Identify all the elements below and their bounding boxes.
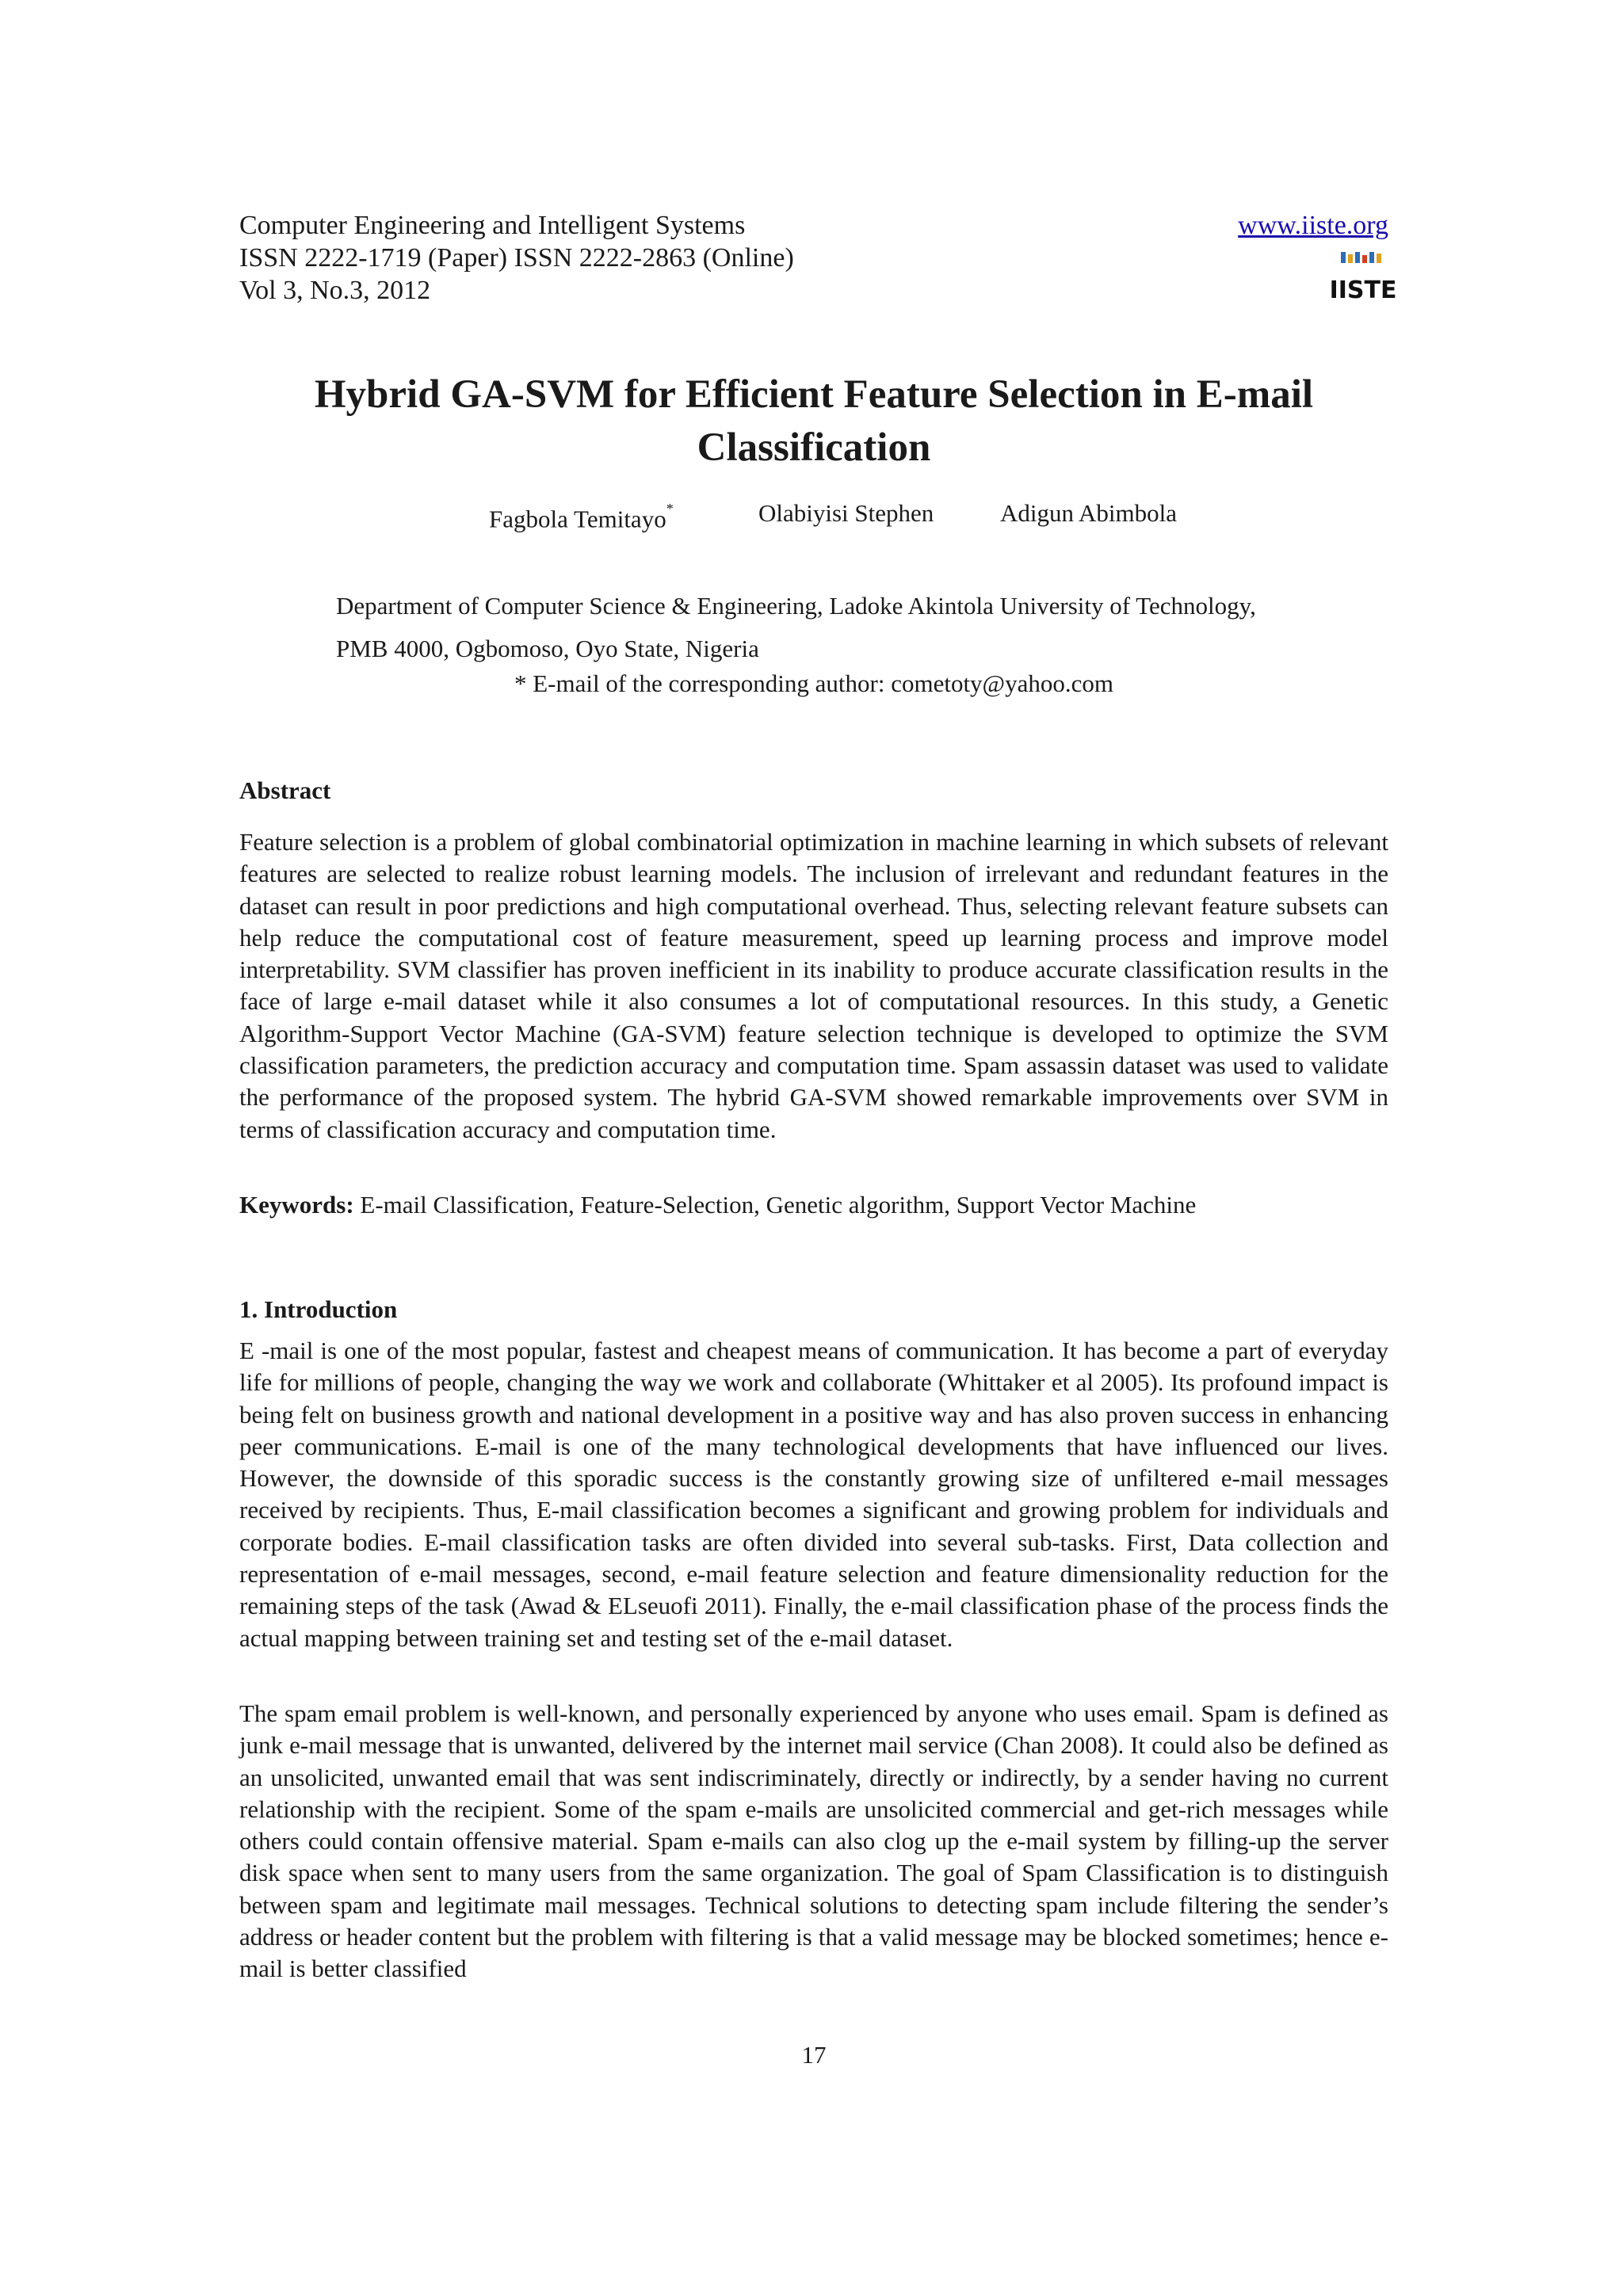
introduction-paragraph-1 (239, 1335, 1388, 1654)
abstract-heading: Abstract (239, 776, 331, 804)
author-2: Olabiyisi Stephen (758, 499, 934, 527)
intro-p2-text: The spam email problem is well-known, and personally experienced by anyone who uses email. Spam is defined as junk e-mail message that is unwanted, delivered by the internet mail service (Chan 2008). It could also be defined as an unsolicited, unwanted email that was sent indiscriminately, directly or indirectly, by a sender having no current relationship with the recipient. Some of the spam e-mails are unsolicited commercial and get-rich messages while others could contain offensive material. Spam e-mails can also clog up the e-mail system by filling-up the server disk space when sent to many users from the same organization. The goal of Spam Classification is to distinguish between spam and legitimate mail messages. Technical solutions to detecting spam include filtering the sender’s address or header content but the problem with filtering is that a valid message may be blocked sometimes; hence e-mail is better classified (239, 1699, 1388, 1983)
intro-p1-text: E -mail is one of the most popular, fastest and cheapest means of communication. It has become a part of everyday life for millions of people, changing the way we work and collaborate (Whittaker et al 2005). Its profound impact is being felt on business growth and national development in a positive way and has also proven success in enhancing peer communications. E-mail is one of the many technological developments that have influenced our lives. However, the downside of this sporadic success is the constantly growing size of unfiltered e-mail messages received by recipients. Thus, E-mail classification becomes a significant and growing problem for individuals and corporate bodies. E-mail classification tasks are often divided into several sub-tasks. First, Data collection and representation of e-mail messages, second, e-mail feature selection and feature dimensionality reduction for the remaining steps of the task (Awad & ELseuofi 2011). Finally, the e-mail classification phase of the process finds the actual mapping between training set and testing set of the e-mail dataset. (239, 1337, 1388, 1652)
abstract-body (239, 826, 1388, 1146)
journal-title: Computer Engineering and Intelligent Systems (239, 211, 746, 240)
corresponding-email: * E-mail of the corresponding author: cometoty@yahoo.com (514, 669, 1113, 697)
iiste-logo (1329, 249, 1397, 304)
affiliation-line-1: Department of Computer Science & Engineering, Ladoke Akintola University of Technology, (336, 592, 1256, 620)
corresponding-marker: * (666, 501, 674, 517)
journal-issn: ISSN 2222-1719 (Paper) ISSN 2222-2863 (Online) (239, 243, 794, 273)
page-number: 17 (801, 2041, 827, 2069)
abstract-text: Feature selection is a problem of global combinatorial optimization in machine learning in which subsets of relevant features are selected to realize robust learning models. The inclusion of irrelevant and redundant features in the dataset can result in poor predictions and high computational overhead. Thus, selecting relevant feature subsets can help reduce the computational cost of feature measurement, speed up learning process and improve model interpretability. SVM classifier has proven inefficient in its inability to produce accurate classification results in the face of large e-mail dataset while it also consumes a lot of computational resources. In this study, a Genetic Algorithm-Support Vector Machine (GA-SVM) feature selection technique is developed to optimize the SVM classification parameters, the prediction accuracy and computation time. Spam assassin dataset was used to validate the performance of the proposed system. The hybrid GA-SVM showed remarkable improvements over SVM in terms of classification accuracy and computation time. (239, 828, 1388, 1143)
logo-text: IISTE (1329, 277, 1397, 304)
introduction-paragraph-2 (239, 1698, 1388, 1985)
introduction-heading: 1. Introduction (239, 1295, 398, 1323)
journal-header (239, 209, 1397, 307)
journal-info (239, 209, 1388, 307)
keywords-list: E-mail Classification, Feature-Selection, Genetic algorithm, Support Vector Machine (360, 1191, 1197, 1219)
keywords-label: Keywords: (239, 1191, 354, 1219)
affiliation (336, 585, 1256, 670)
paper-title: Hybrid GA-SVM for Efficient Feature Selection in E-mail Classification (314, 372, 1314, 470)
journal-url-link[interactable]: www.iiste.org (1238, 211, 1388, 240)
author-3: Adigun Abimbola (1000, 499, 1178, 527)
keywords (239, 1189, 1388, 1221)
affiliation-line-2: PMB 4000, Ogbomoso, Oyo State, Nigeria (336, 635, 759, 662)
author-1: Fagbola Temitayo* (489, 501, 674, 533)
journal-volume: Vol 3, No.3, 2012 (239, 276, 431, 305)
